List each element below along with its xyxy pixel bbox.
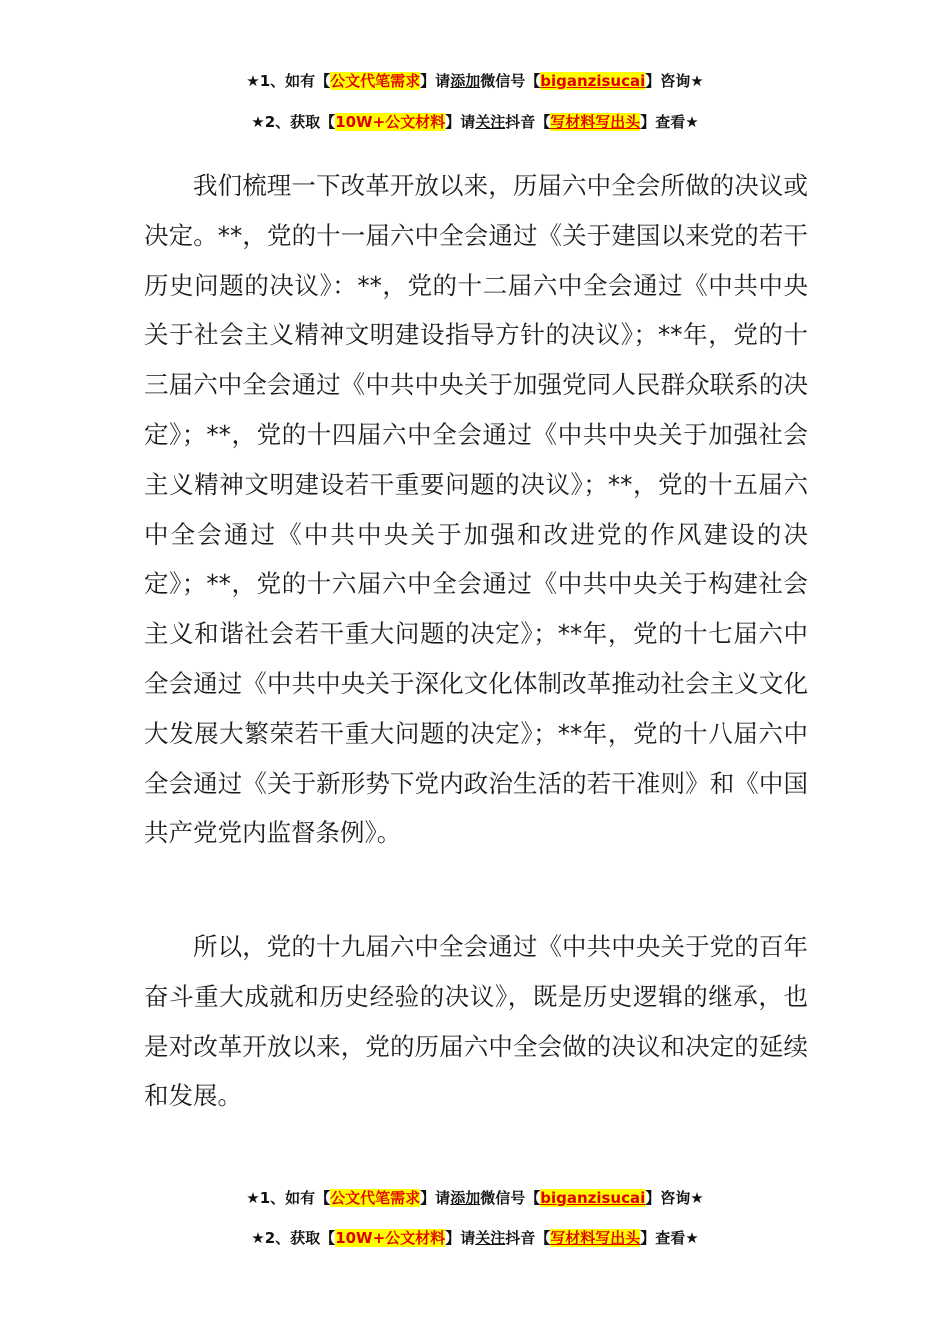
banner-consult-line: [0, 70, 950, 92]
banner-text: 】请: [420, 1189, 451, 1207]
banner-prefix: ★2、获取【: [251, 113, 336, 131]
banner-text: 】请: [420, 72, 451, 90]
douyin-account-link[interactable]: 写材料写出头: [550, 113, 641, 131]
banner-emphasis: 关注: [475, 1229, 506, 1247]
banner-prefix: ★2、获取【: [251, 1229, 336, 1247]
banner-text: 微信号【: [480, 72, 541, 90]
body-paragraph-2: 所以，党的十九届六中全会通过《中共中央关于党的百年奋斗重大成就和历史经验的决议》，既是历史逻辑的继承，也是对改革开放以来，党的历届六中全会做的决议和决定的延续和发展。: [144, 932, 808, 1111]
banner-text: 抖音【: [505, 113, 551, 131]
wechat-id-link[interactable]: biganzisucai: [540, 1189, 646, 1207]
banner-suffix: 】查看★: [640, 1229, 699, 1247]
banner-material-line-bottom: [0, 1227, 950, 1249]
body-paragraph-1: 我们梳理一下改革开放以来，历届六中全会所做的决议或决定。**，党的十一届六中全会通过《关于建国以来党的若干历史问题的决议》：**，党的十二届六中全会通过《中共中央关于社会主义精神文明建设指导方针的决议》；**年，党的十三届六中全会通过《中共中央关于加强党同人民群众联系的决定》；**，党的十四届六中全会通过《中共中央关于加强社会主义精神文明建设若干重要问题的决议》；**，党的十五届六中全会通过《中共中央关于加强和改进党的作风建设的决定》；**，党的十六届六中全会通过《中共中央关于构建社会主义和谐社会若干重大问题的决定》；**年，党的十七届六中全会通过《中共中央关于深化文化体制改革推动社会主义文化大发展大繁荣若干重大问题的决定》；**年，党的十八届六中全会通过《关于新形势下党内政治生活的若干准则》和《中国共产党党内监督条例》。: [144, 171, 808, 848]
banner-highlight-service: 公文代笔需求: [330, 72, 421, 90]
banner-text: 抖音【: [505, 1229, 551, 1247]
banner-text: 】请: [445, 1229, 476, 1247]
banner-prefix: ★1、如有【: [246, 1189, 331, 1207]
banner-highlight-material: 10W+公文材料: [335, 113, 446, 131]
banner-highlight-service: 公文代笔需求: [330, 1189, 421, 1207]
banner-emphasis: 添加: [450, 1189, 481, 1207]
banner-suffix: 】咨询★: [645, 1189, 704, 1207]
douyin-account-link[interactable]: 写材料写出头: [550, 1229, 641, 1247]
banner-text: 微信号【: [480, 1189, 541, 1207]
wechat-id-link[interactable]: biganzisucai: [540, 72, 646, 90]
banner-text: 】请: [445, 113, 476, 131]
banner-suffix: 】查看★: [640, 113, 699, 131]
banner-prefix: ★1、如有【: [246, 72, 331, 90]
banner-consult-line-bottom: [0, 1187, 950, 1209]
banner-highlight-material: 10W+公文材料: [335, 1229, 446, 1247]
banner-suffix: 】咨询★: [645, 72, 704, 90]
banner-material-line: [0, 111, 950, 133]
banner-emphasis: 关注: [475, 113, 506, 131]
banner-emphasis: 添加: [450, 72, 481, 90]
